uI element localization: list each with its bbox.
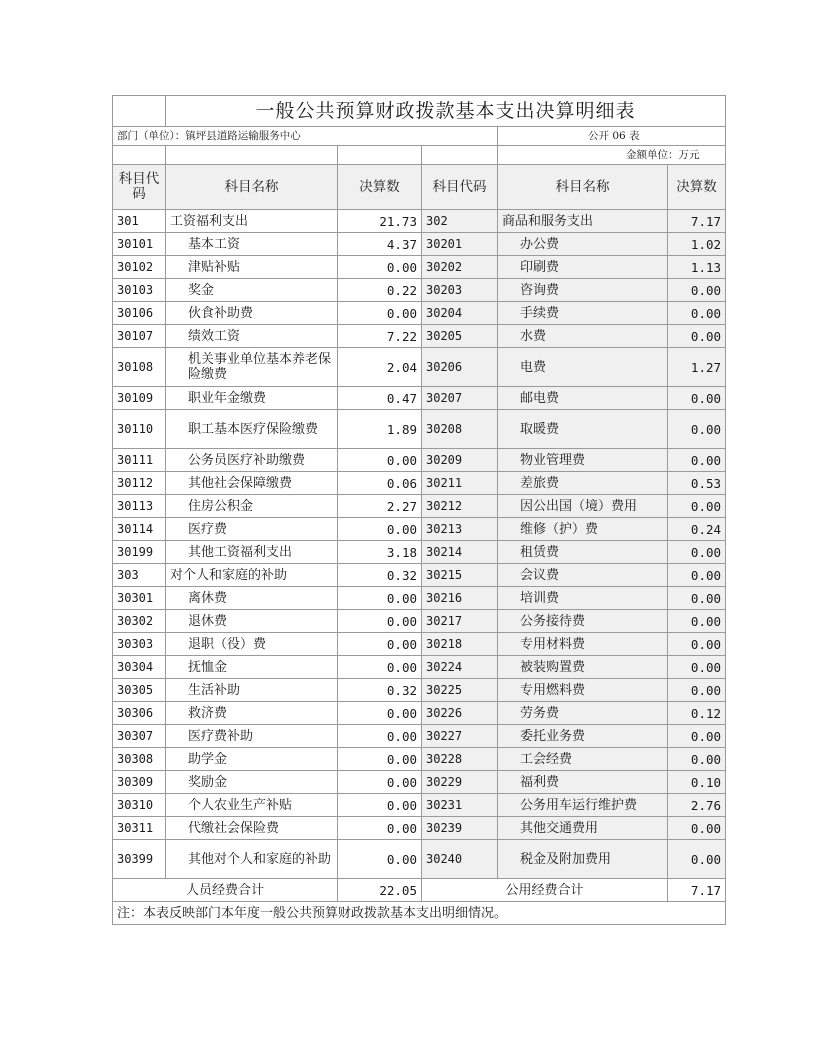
name-cell: 个人农业生产补贴 (166, 794, 338, 817)
name-cell: 办公费 (498, 233, 668, 256)
table-row (113, 325, 726, 348)
personnel-total-label: 人员经费合计 (113, 879, 338, 902)
code-cell: 30112 (113, 472, 166, 495)
header-name-1: 科目名称 (166, 165, 338, 210)
table-row (113, 387, 726, 410)
code-cell: 30206 (422, 348, 498, 387)
amount-cell: 0.00 (338, 302, 422, 325)
code-cell: 30310 (113, 794, 166, 817)
code-cell: 30209 (422, 449, 498, 472)
table-row (113, 610, 726, 633)
amount-cell: 0.24 (668, 518, 726, 541)
amount-cell: 21.73 (338, 210, 422, 233)
name-cell: 委托业务费 (498, 725, 668, 748)
amount-cell: 0.00 (668, 656, 726, 679)
table-row (113, 279, 726, 302)
code-cell: 30110 (113, 410, 166, 449)
table-row (113, 348, 726, 387)
code-cell: 30199 (113, 541, 166, 564)
name-cell: 奖励金 (166, 771, 338, 794)
table-row (113, 302, 726, 325)
table-number: 公开 06 表 (498, 127, 726, 146)
name-cell: 助学金 (166, 748, 338, 771)
expenditure-table (112, 95, 726, 925)
code-cell: 30311 (113, 817, 166, 840)
amount-cell: 0.00 (668, 564, 726, 587)
name-cell: 退休费 (166, 610, 338, 633)
code-cell: 30304 (113, 656, 166, 679)
code-cell: 30111 (113, 449, 166, 472)
table-row (113, 233, 726, 256)
amount-cell: 0.53 (668, 472, 726, 495)
table-row (113, 679, 726, 702)
meta-blank-cell (422, 146, 498, 165)
amount-cell: 0.00 (338, 840, 422, 879)
amount-cell: 0.00 (668, 817, 726, 840)
code-cell: 30212 (422, 495, 498, 518)
name-cell: 邮电费 (498, 387, 668, 410)
name-cell: 咨询费 (498, 279, 668, 302)
public-total-label: 公用经费合计 (422, 879, 668, 902)
name-cell: 绩效工资 (166, 325, 338, 348)
name-cell: 医疗费 (166, 518, 338, 541)
name-cell: 印刷费 (498, 256, 668, 279)
amount-cell: 0.00 (338, 610, 422, 633)
code-cell: 30214 (422, 541, 498, 564)
amount-cell: 0.12 (668, 702, 726, 725)
amount-cell: 1.89 (338, 410, 422, 449)
code-cell: 30309 (113, 771, 166, 794)
amount-cell: 0.00 (338, 587, 422, 610)
name-cell: 离休费 (166, 587, 338, 610)
code-cell: 302 (422, 210, 498, 233)
amount-cell: 0.00 (338, 794, 422, 817)
code-cell: 30114 (113, 518, 166, 541)
code-cell: 30201 (422, 233, 498, 256)
amount-cell: 0.32 (338, 679, 422, 702)
note-row (113, 902, 726, 925)
amount-cell: 0.00 (668, 587, 726, 610)
table-row (113, 495, 726, 518)
name-cell: 其他社会保障缴费 (166, 472, 338, 495)
amount-cell: 0.00 (668, 495, 726, 518)
code-cell: 30207 (422, 387, 498, 410)
amount-cell: 0.00 (668, 541, 726, 564)
amount-cell: 0.00 (338, 518, 422, 541)
amount-cell: 0.10 (668, 771, 726, 794)
amount-cell: 0.00 (338, 656, 422, 679)
amount-cell: 0.00 (338, 817, 422, 840)
code-cell: 30216 (422, 587, 498, 610)
name-cell: 医疗费补助 (166, 725, 338, 748)
amount-cell: 2.76 (668, 794, 726, 817)
code-cell: 30225 (422, 679, 498, 702)
title-left-cell (113, 96, 166, 127)
table-row (113, 564, 726, 587)
meta-blank-cell (113, 146, 166, 165)
name-cell: 维修（护）费 (498, 518, 668, 541)
code-cell: 30240 (422, 840, 498, 879)
unit-label: 金额单位：万元 (498, 146, 726, 165)
footnote: 注：本表反映部门本年度一般公共预算财政拨款基本支出明细情况。 (113, 902, 726, 925)
table-row (113, 587, 726, 610)
personnel-total-value: 22.05 (338, 879, 422, 902)
amount-cell: 0.00 (338, 771, 422, 794)
department-label: 部门（单位）：镇坪县道路运输服务中心 (113, 127, 498, 146)
name-cell: 专用燃料费 (498, 679, 668, 702)
amount-cell: 0.32 (338, 564, 422, 587)
code-cell: 30231 (422, 794, 498, 817)
code-cell: 30203 (422, 279, 498, 302)
amount-cell: 0.00 (338, 449, 422, 472)
code-cell: 30301 (113, 587, 166, 610)
name-cell: 职业年金缴费 (166, 387, 338, 410)
name-cell: 因公出国（境）费用 (498, 495, 668, 518)
code-cell: 30239 (422, 817, 498, 840)
code-cell: 30204 (422, 302, 498, 325)
table-row (113, 794, 726, 817)
amount-cell: 0.00 (668, 725, 726, 748)
table-row (113, 656, 726, 679)
meta-blank-cell (338, 146, 422, 165)
amount-cell: 0.00 (668, 610, 726, 633)
table-row (113, 410, 726, 449)
table-row (113, 840, 726, 879)
table-row (113, 541, 726, 564)
name-cell: 其他交通费用 (498, 817, 668, 840)
amount-cell: 0.00 (338, 725, 422, 748)
name-cell: 其他工资福利支出 (166, 541, 338, 564)
name-cell: 其他对个人和家庭的补助 (166, 840, 338, 879)
header-name-2: 科目名称 (498, 165, 668, 210)
amount-cell: 0.00 (668, 387, 726, 410)
code-cell: 30213 (422, 518, 498, 541)
page-title: 一般公共预算财政拨款基本支出决算明细表 (166, 96, 726, 127)
table-row (113, 771, 726, 794)
amount-cell: 0.00 (668, 449, 726, 472)
amount-cell: 0.00 (668, 840, 726, 879)
code-cell: 30102 (113, 256, 166, 279)
meta-blank-cell (166, 146, 338, 165)
name-cell: 租赁费 (498, 541, 668, 564)
code-cell: 30202 (422, 256, 498, 279)
name-cell: 会议费 (498, 564, 668, 587)
name-cell: 水费 (498, 325, 668, 348)
code-cell: 30208 (422, 410, 498, 449)
name-cell: 津贴补贴 (166, 256, 338, 279)
name-cell: 公务员医疗补助缴费 (166, 449, 338, 472)
amount-cell: 0.00 (668, 410, 726, 449)
code-cell: 30229 (422, 771, 498, 794)
code-cell: 301 (113, 210, 166, 233)
code-cell: 30308 (113, 748, 166, 771)
name-cell: 抚恤金 (166, 656, 338, 679)
header-code-1: 科目代码 (113, 165, 166, 210)
code-cell: 30108 (113, 348, 166, 387)
table-row (113, 472, 726, 495)
name-cell: 税金及附加费用 (498, 840, 668, 879)
amount-cell: 0.00 (668, 633, 726, 656)
name-cell: 生活补助 (166, 679, 338, 702)
amount-cell: 0.00 (668, 279, 726, 302)
name-cell: 救济费 (166, 702, 338, 725)
name-cell: 代缴社会保险费 (166, 817, 338, 840)
code-cell: 30399 (113, 840, 166, 879)
code-cell: 30302 (113, 610, 166, 633)
name-cell: 基本工资 (166, 233, 338, 256)
table-row (113, 210, 726, 233)
amount-cell: 0.00 (338, 633, 422, 656)
table-row (113, 449, 726, 472)
table-row (113, 633, 726, 656)
name-cell: 被装购置费 (498, 656, 668, 679)
amount-cell: 1.13 (668, 256, 726, 279)
name-cell: 工资福利支出 (166, 210, 338, 233)
table-row (113, 725, 726, 748)
amount-cell: 0.00 (668, 679, 726, 702)
amount-cell: 0.22 (338, 279, 422, 302)
code-cell: 30306 (113, 702, 166, 725)
amount-cell: 0.00 (668, 325, 726, 348)
amount-cell: 0.00 (668, 302, 726, 325)
name-cell: 手续费 (498, 302, 668, 325)
name-cell: 奖金 (166, 279, 338, 302)
name-cell: 福利费 (498, 771, 668, 794)
name-cell: 商品和服务支出 (498, 210, 668, 233)
code-cell: 30227 (422, 725, 498, 748)
amount-cell: 0.06 (338, 472, 422, 495)
name-cell: 劳务费 (498, 702, 668, 725)
code-cell: 30205 (422, 325, 498, 348)
amount-cell: 0.00 (668, 748, 726, 771)
name-cell: 物业管理费 (498, 449, 668, 472)
code-cell: 30303 (113, 633, 166, 656)
table-row (113, 817, 726, 840)
code-cell: 30305 (113, 679, 166, 702)
code-cell: 30107 (113, 325, 166, 348)
amount-cell: 1.27 (668, 348, 726, 387)
code-cell: 30307 (113, 725, 166, 748)
name-cell: 职工基本医疗保险缴费 (166, 410, 338, 449)
amount-cell: 1.02 (668, 233, 726, 256)
code-cell: 30218 (422, 633, 498, 656)
expenditure-sheet (112, 95, 725, 925)
name-cell: 伙食补助费 (166, 302, 338, 325)
name-cell: 取暖费 (498, 410, 668, 449)
code-cell: 30211 (422, 472, 498, 495)
amount-cell: 0.47 (338, 387, 422, 410)
code-cell: 30113 (113, 495, 166, 518)
code-cell: 30109 (113, 387, 166, 410)
amount-cell: 7.22 (338, 325, 422, 348)
table-row (113, 748, 726, 771)
amount-cell: 7.17 (668, 210, 726, 233)
name-cell: 住房公积金 (166, 495, 338, 518)
table-row (113, 518, 726, 541)
public-total-value: 7.17 (668, 879, 726, 902)
name-cell: 培训费 (498, 587, 668, 610)
totals-row (113, 879, 726, 902)
amount-cell: 0.00 (338, 748, 422, 771)
code-cell: 30101 (113, 233, 166, 256)
table-row (113, 702, 726, 725)
name-cell: 机关事业单位基本养老保险缴费 (166, 348, 338, 387)
header-amount-2: 决算数 (668, 165, 726, 210)
name-cell: 专用材料费 (498, 633, 668, 656)
name-cell: 退职（役）费 (166, 633, 338, 656)
amount-cell: 0.00 (338, 256, 422, 279)
amount-cell: 2.27 (338, 495, 422, 518)
code-cell: 30215 (422, 564, 498, 587)
code-cell: 30226 (422, 702, 498, 725)
code-cell: 30106 (113, 302, 166, 325)
code-cell: 30103 (113, 279, 166, 302)
name-cell: 工会经费 (498, 748, 668, 771)
amount-cell: 3.18 (338, 541, 422, 564)
amount-cell: 2.04 (338, 348, 422, 387)
amount-cell: 0.00 (338, 702, 422, 725)
name-cell: 电费 (498, 348, 668, 387)
code-cell: 303 (113, 564, 166, 587)
name-cell: 公务接待费 (498, 610, 668, 633)
code-cell: 30217 (422, 610, 498, 633)
name-cell: 公务用车运行维护费 (498, 794, 668, 817)
header-amount-1: 决算数 (338, 165, 422, 210)
name-cell: 差旅费 (498, 472, 668, 495)
code-cell: 30228 (422, 748, 498, 771)
table-row (113, 256, 726, 279)
amount-cell: 4.37 (338, 233, 422, 256)
code-cell: 30224 (422, 656, 498, 679)
header-code-2: 科目代码 (422, 165, 498, 210)
name-cell: 对个人和家庭的补助 (166, 564, 338, 587)
